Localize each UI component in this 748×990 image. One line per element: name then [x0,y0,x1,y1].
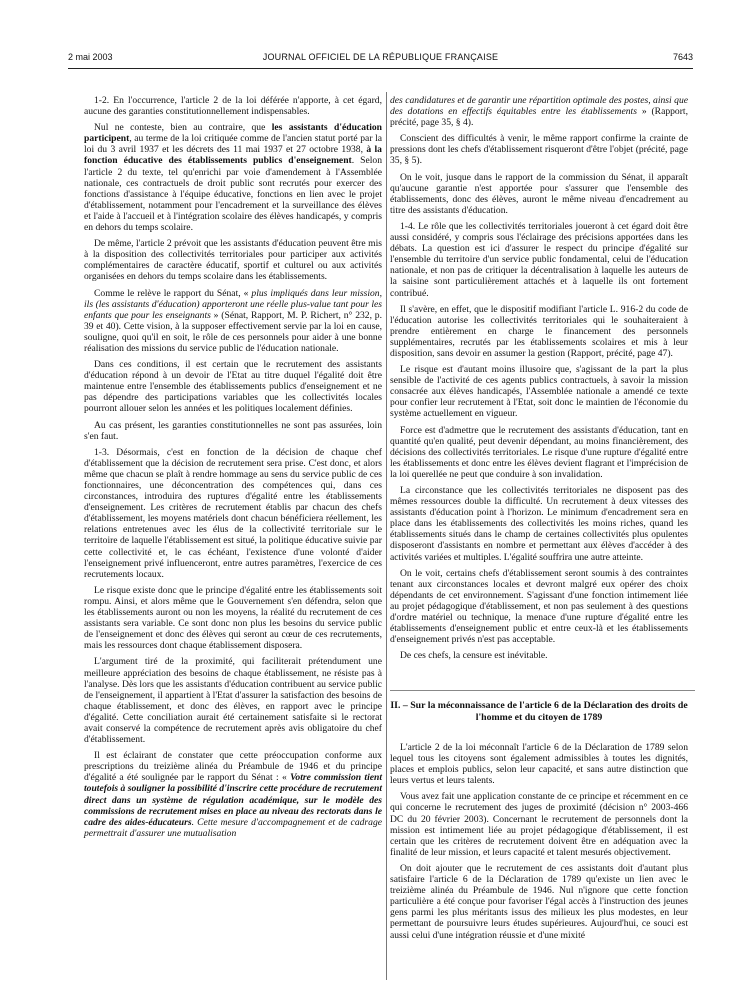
paragraph: 1-2. En l'occurrence, l'article 2 de la loi déférée n'apporte, à cet égard, aucune des garanties constitutionnellement indispensables. [84,95,382,118]
section-body [390,742,688,946]
paragraph: Le risque existe donc que le principe d'égalité entre les établissements soit rompu. Ainsi, et alors même que le Gouvernement s'en défendra, selon que les établissements auront ou non les moyens, la réalité du recrutement de ces assistants sera variable. Ce sont donc non plus les besoins du service public de l'enseignement et donc des élèves qui seront au cœur de ces recrutements, mais les ressources dont chaque établissement disposera. [84,584,382,652]
paragraph: L'argument tiré de la proximité, qui faciliterait prétendument une meilleure appréciation des besoins de chaque établissement, ne résiste pas à l'analyse. Dès lors que les assistants d'éducation contribuent au service public de l'enseignement, il appartient à l'Etat d'assurer la satisfaction des besoins de chaque établissement, et donc des élèves, en rapport avec le principe d'égalité. Cette conciliation aurait été certainement satisfaite si le rectorat avait conservé la compétence de recrutement après avis obligatoire du chef d'établissement. [84,656,382,746]
paragraph: On doit ajouter que le recrutement de ces assistants doit d'autant plus satisfaire l'article 6 de la Déclaration de 1789 qu'existe un lien avec le treizième alinéa du Préambule de 1946. Nul n'ignore que cette fonction particulière a été conçue pour favoriser l'égal accès à l'instruction des jeunes gens parmi les plus méritants issus des milieux les plus modestes, en leur permettant de poursuivre leurs études supérieures. Aujourd'hui, ce souci est aussi celui d'une intégration réussie et d'une mixité [390,862,688,941]
paragraph: Le risque est d'autant moins illusoire que, s'agissant de la part la plus sensible de l'activité de ces agents publics contractuels, à savoir la mission consacrée aux élèves handicapés, l'Assemblée nationale a amendé ce texte pour confier leur recrutement à l'Etat, soit donc le maintien de l'économie du système actuellement en vigueur. [390,364,688,420]
section-rule [390,690,695,691]
paragraph: 1-4. Le rôle que les collectivités territoriales joueront à cet égard doit être aussi considéré, y compris sous l'éclairage des précisions apportées dans les débats. La question est ici d'assurer le respect du principe d'égalité sur l'ensemble du territoire d'un service public fondamental, celui de l'éducation nationale, et non pas de critiquer la décentralisation à laquelle les auteurs de la saisine sont particulièrement attachés et à laquelle ils ont fortement contribué. [390,220,688,299]
paragraph: La circonstance que les collectivités territoriales ne disposent pas des mêmes ressources double la difficulté. Un recrutement à deux vitesses des assistants d'éducation point à l'horizon. Le minimum d'encadrement sera en place dans les établissements des collectivités les moins riches, quand les établissements situés dans le champ de certaines collectivités plus opulentes disposeront d'assistants en nombre et permettant aux élèves d'accéder à des activités variées et multiples. L'égalité souffrira une autre atteinte. [390,485,688,563]
column-separator [386,92,387,980]
paragraph: L'article 2 de la loi méconnaît l'article 6 de la Déclaration de 1789 selon lequel tous les citoyens sont également admissibles à toutes les dignités, places et emplois publics, selon leur capacité, et sans autre distinction que leurs vertus et leurs talents. [390,742,688,787]
page-number: 7643 [672,52,693,62]
issue-date: 2 mai 2003 [68,52,113,62]
paragraph: Il s'avère, en effet, que le dispositif modifiant l'article L. 916-2 du code de l'éducation autorise les collectivités territoriales qui le souhaiteraient à prendre entièrement en charge le financement des personnels supplémentaires, recrutés par les établissements scolaires et mis à leur disposition, sans devoir en assumer la gestion (Rapport, précité, page 47). [390,303,688,359]
paragraph: On le voit, jusque dans le rapport de la commission du Sénat, il apparaît qu'aucune garantie n'est apportée pour s'assurer que l'ensemble des établissements, donc des élèves, auront le même niveau d'encadrement au titre des assistants d'éducation. [390,171,688,216]
right-column [390,95,688,666]
paragraph: 1-3. Désormais, c'est en fonction de la décision de chaque chef d'établissement que la décision de recrutement sera prise. C'est donc, et alors même que chacun se plaît à rendre hommage au sens du service public de ces fonctionnaires, une déconcentration des compétences qui, dans ces circonstances, introduira des ruptures d'égalité entre les établissements d'enseignement. Les critères de recrutement établis par chacun des chefs d'établissement, les moyens matériels dont chacun bénéficiera réellement, les relations entretenues avec les élus de la collectivité territoriale sur le territoire de laquelle l'établissement est situé, la politique éducative suivie par cette collectivité et, le cas échéant, l'existence d'une volonté d'aider l'enseignement privé influenceront, entre autres paramètres, l'exercice de ces recrutements locaux. [84,446,382,580]
paragraph: De ces chefs, la censure est inévitable. [400,650,548,662]
header-rule [68,68,693,69]
journal-title: JOURNAL OFFICIEL DE LA RÉPUBLIQUE FRANÇAISE [262,52,499,62]
paragraph: Conscient des difficultés à venir, le même rapport confirme la crainte de pressions dont les chefs d'établissement risqueront d'être l'objet (précité, page 35, § 5). [390,133,688,167]
paragraph: Force est d'admettre que le recrutement des assistants d'éducation, tant en quantité qu'en qualité, peut devenir dépendant, au moins financièrement, des décisions des collectivités territoriales. Le risque d'une rupture d'égalité entre les établissements et donc entre les élèves devient flagrant et l'imprécision de la loi querellée ne peut que conduire à son invalidation. [390,424,688,480]
paragraph: Dans ces conditions, il est certain que le recrutement des assistants d'éducation répond à un devoir de l'Etat au titre duquel l'égalité doit être maintenue entre l'ensemble des établissements publics d'enseignement et ne pas dépendre des participations variables que les collectivités locales pourront allouer selon les années et les politiques localement définies. [84,359,382,415]
paragraph: Il est éclairant de constater que cette préoccupation conforme aux prescriptions du treizième alinéa du Préambule de 1946 et du principe d'égalité a été soulignée par le rapport du Sénat : « Votre commission tient toutefois à souligner la possibilité d'inscrire cette procédure de recrutement direct dans un système de régulation académique, sur le modèle des commissions de recrutement mises en place au niveau des rectorats dans le cadre des aides-éducateurs. Cette mesure d'accompagnement et de cadrage permettrait d'assurer une mutualisation [84,750,382,839]
paragraph: Comme le relève le rapport du Sénat, « plus impliqués dans leur mission, ils (les assistants d'éducation) apporteront une réelle plus-value tant pour les enfants que pour les enseignants » (Sénat, Rapport, M. P. Richert, n° 232, p. 39 et 40). Cette vision, à la supposer effectivement servie par la loi en cause, souligne, quoi qu'il en soit, le rôle de ces personnels pour aider à une bonne réalisation des missions du service public de l'éducation nationale. [84,287,382,354]
section-heading: II. – Sur la méconnaissance de l'article 6 de la Déclaration des droits de l'homme et du citoyen de 1789 [390,700,688,723]
paragraph: Au cas présent, les garanties constitutionnelles ne sont pas assurées, loin s'en faut. [84,419,382,442]
paragraph: De même, l'article 2 prévoit que les assistants d'éducation peuvent être mis à la disposition des collectivités territoriales pour participer aux activités complémentaires de caractère éducatif, sportif et culturel ou aux activités organisées en dehors du temps scolaire dans les établissements. [84,238,382,283]
paragraph: On le voit, certains chefs d'établissement seront soumis à des contraintes tenant aux circonstances locales et devront malgré eux opérer des choix dépendants de cet environnement. S'agissant d'une fonction intimement liée au projet pédagogique d'établissement, et non pas seulement à des questions d'ordre matériel ou technique, la menace d'une rupture d'égalité entre les établissements d'enseignement public et entre ceux-là et les établissements d'enseignement privés n'est pas acceptable. [390,567,688,646]
page-header [68,52,693,66]
paragraph: des candidatures et de garantir une répartition optimale des postes, ainsi que des dotations en effectifs équitables entre les établissements » (Rapport, précité, page 35, § 4). [390,95,688,129]
left-column [84,95,382,844]
paragraph: Nul ne conteste, bien au contraire, que les assistants d'éducation participent, au terme de la loi critiquée comme de l'ancien statut porté par la loi du 3 avril 1937 et les décrets des 11 mai 1937 et 27 octobre 1938, à la fonction éducative des établissements publics d'enseignement. Selon l'article 2 du texte, tel qu'enrichi par voie d'amendement à l'Assemblée nationale, ces contractuels de droit public sont recrutés pour exercer des fonctions d'assistance à l'équipe éducative, fonctions en lien avec le projet d'établissement, notamment pour l'encadrement et la surveillance des élèves et l'aide à l'accueil et à l'intégration scolaire des élèves handicapés, y compris en dehors du temps scolaire. [84,122,382,234]
paragraph: Vous avez fait une application constante de ce principe et récemment en ce qui concerne le recrutement des juges de proximité (décision n° 2003-466 DC du 20 février 2003). Concernant le recrutement de personnels dont la mission est intimement liée au projet pédagogique d'établissement, il est certain que les critères de recrutement doivent être en adéquation avec la finalité de leur mission, et leurs capacité et talent mesurés objectivement. [390,791,688,858]
